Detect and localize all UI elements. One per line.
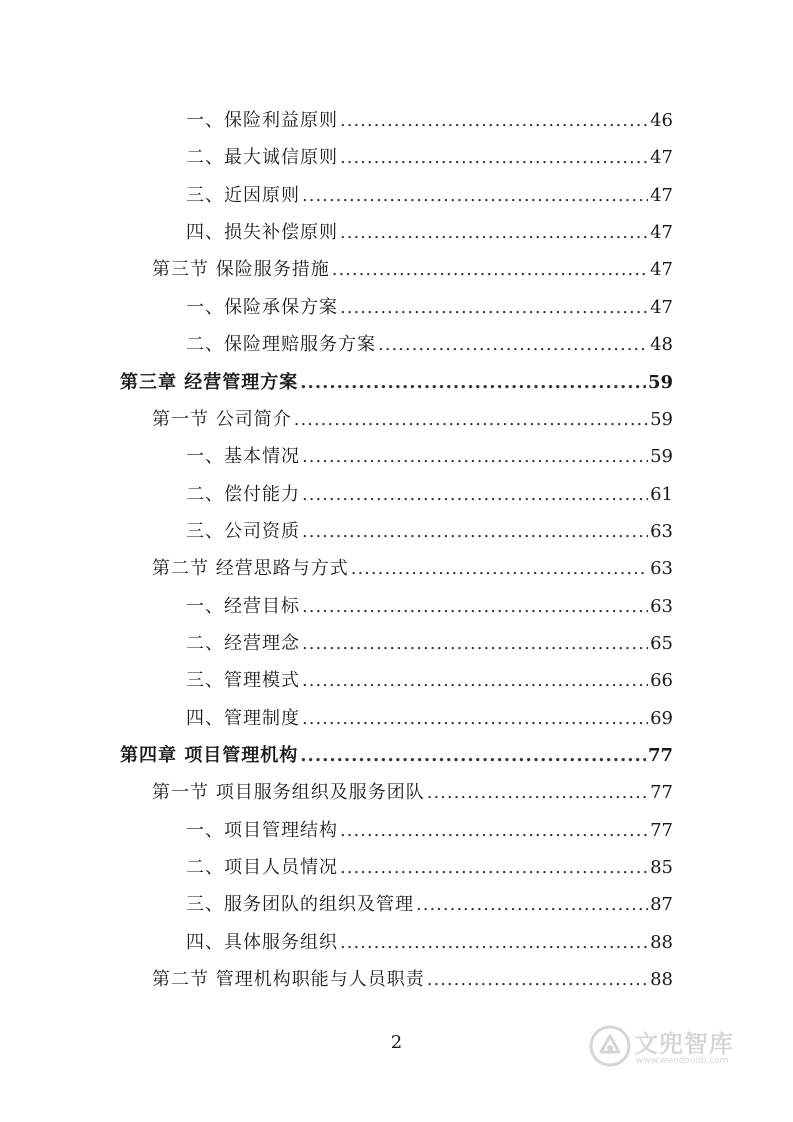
toc-entry-page: 63 (650, 596, 673, 617)
toc-entry-title: 三、公司资质 (186, 521, 300, 542)
toc-leader-dots (302, 446, 648, 467)
toc-entry[interactable] (186, 143, 673, 173)
toc-leader-dots (332, 259, 648, 280)
toc-entry-page: 77 (647, 745, 673, 766)
toc-entry[interactable] (120, 741, 673, 771)
toc-entry-title: 第三节 保险服务措施 (152, 259, 330, 280)
toc-entry[interactable] (186, 293, 673, 323)
toc-leader-dots (340, 110, 648, 131)
toc-leader-dots (302, 185, 648, 206)
toc-leader-dots (302, 670, 648, 691)
toc-entry-page: 63 (650, 521, 673, 542)
toc-entry[interactable] (152, 778, 673, 808)
toc-entry-title: 第二节 经营思路与方式 (152, 558, 349, 579)
toc-entry-title: 四、管理制度 (186, 708, 300, 729)
toc-entry-page: 47 (650, 259, 673, 280)
toc-entry-title: 二、项目人员情况 (186, 857, 338, 878)
toc-entry-page: 59 (650, 446, 673, 467)
toc-entry-title: 第一节 公司简介 (152, 409, 292, 430)
watermark (588, 1020, 758, 1076)
toc-entry-title: 第一节 项目服务组织及服务团队 (152, 782, 425, 803)
toc-entry[interactable] (186, 592, 673, 622)
toc-leader-dots (302, 633, 648, 654)
toc-entry[interactable] (186, 928, 673, 958)
toc-leader-dots (340, 857, 648, 878)
watermark-brand: 文兜智库 (634, 1030, 734, 1058)
toc-entry[interactable] (186, 480, 673, 510)
toc-leader-dots (427, 969, 648, 990)
toc-leader-dots (378, 334, 648, 355)
toc-entry-title: 二、保险理赔服务方案 (186, 334, 376, 355)
toc-entry-page: 59 (647, 372, 673, 393)
toc-entry-title: 一、项目管理结构 (186, 820, 338, 841)
toc-entry[interactable] (152, 965, 673, 995)
toc-entry-title: 二、最大诚信原则 (186, 147, 338, 168)
toc-entry-page: 77 (650, 820, 673, 841)
toc-entry[interactable] (186, 704, 673, 734)
toc-entry-page: 77 (650, 782, 673, 803)
toc-leader-dots (340, 932, 648, 953)
toc-leader-dots (302, 708, 648, 729)
toc-entry-page: 61 (650, 484, 673, 505)
toc-entry-page: 47 (650, 185, 673, 206)
toc-entry-page: 59 (650, 409, 673, 430)
toc-entry-page: 88 (650, 932, 673, 953)
toc-leader-dots (416, 894, 648, 915)
toc-leader-dots (302, 484, 648, 505)
toc-entry[interactable] (186, 853, 673, 883)
toc-leader-dots (300, 745, 646, 766)
toc-entry[interactable] (152, 554, 673, 584)
toc-entry[interactable] (186, 816, 673, 846)
toc-entry[interactable] (186, 218, 673, 248)
toc-entry-page: 85 (650, 857, 673, 878)
toc-entry[interactable] (186, 666, 673, 696)
brand-logo-icon (588, 1024, 632, 1068)
watermark-url: www.wendoulib.com (636, 1056, 729, 1066)
toc-entry-title: 三、服务团队的组织及管理 (186, 894, 414, 915)
toc-entry-page: 46 (650, 110, 673, 131)
toc-leader-dots (351, 558, 648, 579)
toc-entry-title: 三、近因原则 (186, 185, 300, 206)
toc-leader-dots (302, 596, 648, 617)
toc-entry-page: 69 (650, 708, 673, 729)
toc-entry-title: 一、保险承保方案 (186, 297, 338, 318)
toc-entry-page: 65 (650, 633, 673, 654)
toc-entry[interactable] (152, 255, 673, 285)
toc-entry-page: 66 (650, 670, 673, 691)
toc-entry-title: 一、基本情况 (186, 446, 300, 467)
toc-leader-dots (340, 820, 648, 841)
toc-leader-dots (340, 222, 648, 243)
toc-entry-page: 63 (650, 558, 673, 579)
toc-entry[interactable] (186, 106, 673, 136)
toc-leader-dots (302, 521, 648, 542)
toc-entry[interactable] (186, 890, 673, 920)
toc-entry[interactable] (186, 181, 673, 211)
toc-entry-title: 三、管理模式 (186, 670, 300, 691)
toc-entry-title: 第四章 项目管理机构 (120, 745, 299, 766)
toc-entry-title: 一、保险利益原则 (186, 110, 338, 131)
page-number: 2 (390, 1032, 403, 1053)
toc-entry-page: 87 (650, 894, 673, 915)
toc-leader-dots (340, 147, 648, 168)
toc-entry-page: 47 (650, 297, 673, 318)
toc-leader-dots (294, 409, 648, 430)
toc-entry[interactable] (186, 330, 673, 360)
toc-entry-title: 二、偿付能力 (186, 484, 300, 505)
toc-entry-title: 第三章 经营管理方案 (120, 372, 299, 393)
toc-entry-page: 47 (650, 147, 673, 168)
toc-entry[interactable] (186, 629, 673, 659)
toc-entry-page: 47 (650, 222, 673, 243)
toc-entry-page: 88 (650, 969, 673, 990)
toc-entry[interactable] (152, 405, 673, 435)
toc-entry-title: 第二节 管理机构职能与人员职责 (152, 969, 425, 990)
toc-entry[interactable] (120, 368, 673, 398)
toc-entry-title: 一、经营目标 (186, 596, 300, 617)
toc-entry-page: 48 (650, 334, 673, 355)
toc-entry-title: 二、经营理念 (186, 633, 300, 654)
toc-entry[interactable] (186, 442, 673, 472)
toc-entry-title: 四、损失补偿原则 (186, 222, 338, 243)
toc-entry[interactable] (186, 517, 673, 547)
toc-entry-title: 四、具体服务组织 (186, 932, 338, 953)
toc-leader-dots (340, 297, 648, 318)
toc-leader-dots (427, 782, 648, 803)
toc-leader-dots (300, 372, 646, 393)
